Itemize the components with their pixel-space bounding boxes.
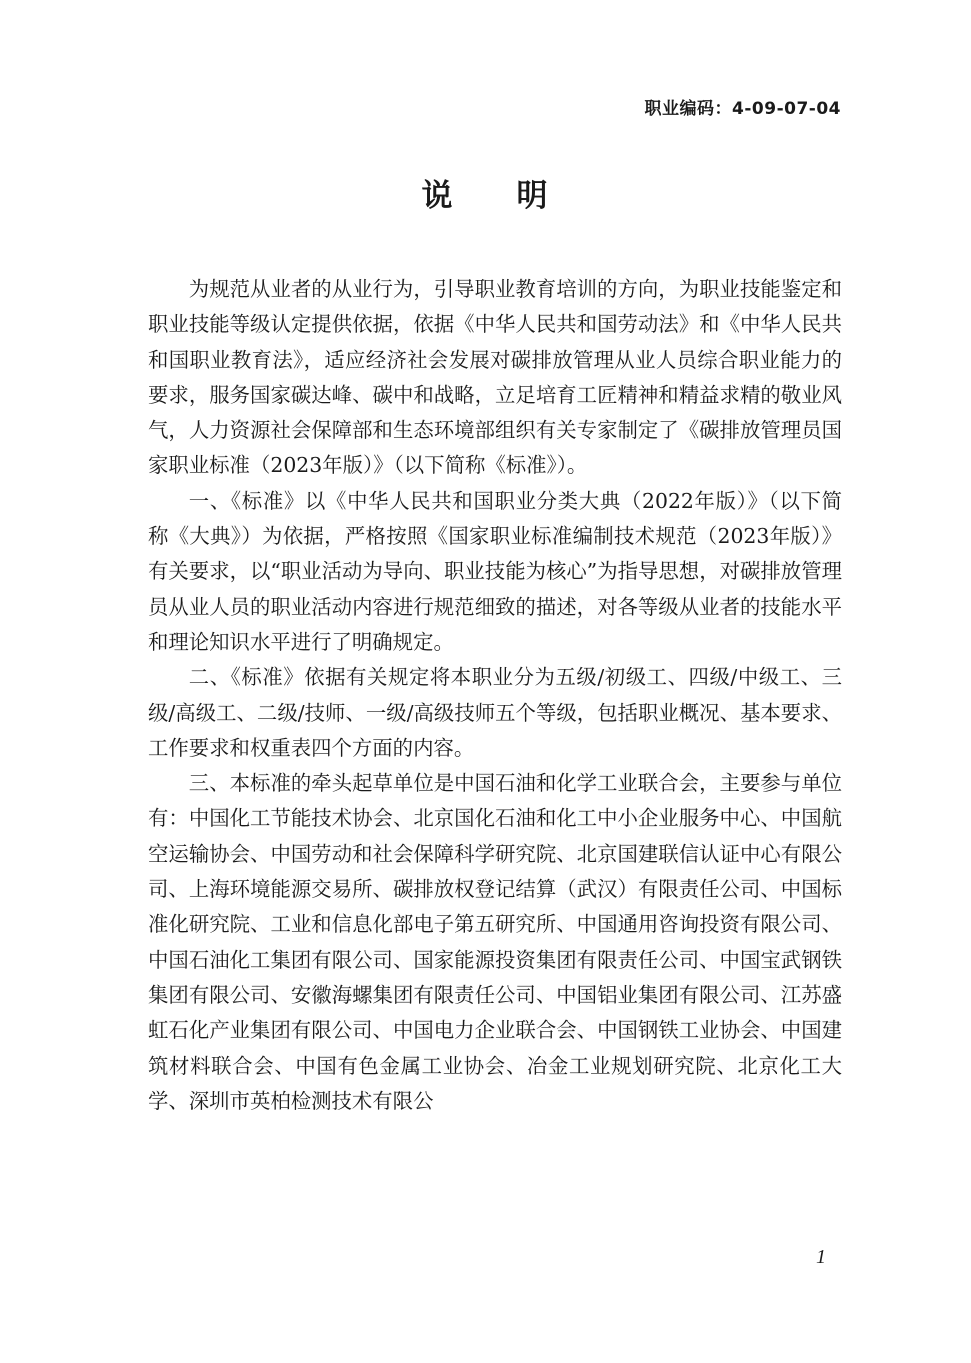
occupation-code: 职业编码：4-09-07-04 <box>644 99 841 119</box>
body-text <box>148 272 842 1119</box>
title-char-1: 说 <box>421 178 455 214</box>
paragraph-2: 二、《标准》依据有关规定将本职业分为五级/初级工、四级/中级工、三级/高级工、二级/技师、一级/高级技师五个等级，包括职业概况、基本要求、工作要求和权重表四个方面的内容。 <box>148 665 842 760</box>
paragraph-1: 一、《标准》以《中华人民共和国职业分类大典（2022年版）》（以下简称《大典》）为依据，严格按照《国家职业标准编制技术规范（2023年版）》有关要求，以“职业活动为导向、职业技能为核心”为指导思想，对碳排放管理员从业人员的职业活动内容进行规范细致的描述，对各等级从业者的技能水平和理论知识水平进行了明确规定。 <box>148 488 842 654</box>
page-number: 1 <box>816 1246 826 1268</box>
intro-paragraph: 为规范从业者的从业行为，引导职业教育培训的方向，为职业技能鉴定和职业技能等级认定提供依据，依据《中华人民共和国劳动法》和《中华人民共和国职业教育法》，适应经济社会发展对碳排放管理从业人员综合职业能力的要求，服务国家碳达峰、碳中和战略，立足培育工匠精神和精益求精的敬业风气，人力资源社会保障部和生态环境部组织有关专家制定了《碳排放管理员国家职业标准（2023年版）》（以下简称《标准》）。 <box>148 277 842 478</box>
page-title <box>0 170 971 215</box>
title-char-2: 明 <box>516 178 550 214</box>
paragraph-3: 三、本标准的牵头起草单位是中国石油和化学工业联合会，主要参与单位有：中国化工节能技术协会、北京国化石油和化工中小企业服务中心、中国航空运输协会、中国劳动和社会保障科学研究院、北京国建联信认证中心有限公司、上海环境能源交易所、碳排放权登记结算（武汉）有限责任公司、中国标准化研究院、工业和信息化部电子第五研究所、中国通用咨询投资有限公司、中国石油化工集团有限公司、国家能源投资集团有限责任公司、中国宝武钢铁集团有限公司、安徽海螺集团有限责任公司、中国铝业集团有限公司、江苏盛虹石化产业集团有限公司、中国电力企业联合会、中国钢铁工业协会、中国建筑材料联合会、中国有色金属工业协会、冶金工业规划研究院、北京化工大学、深圳市英柏检测技术有限公 <box>148 771 842 1113</box>
